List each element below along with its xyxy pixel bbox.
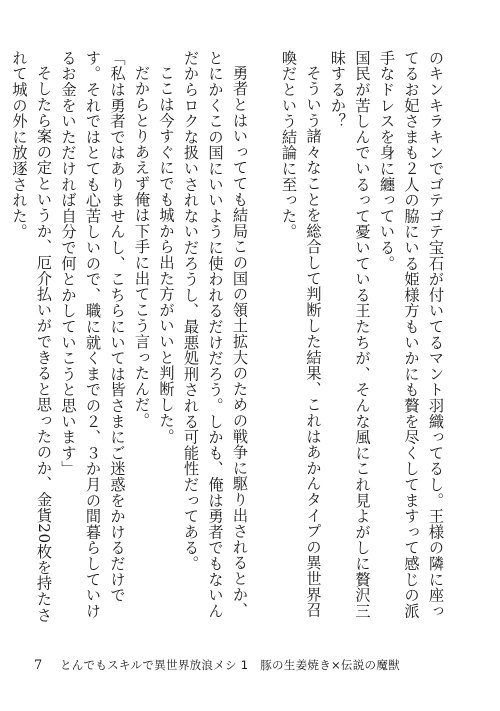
page-number: 7	[34, 658, 43, 673]
paragraph-7: そしたら案の定というか、厄介払いができると思ったのか、金貨20枚を持たされて城の外に放逐された。	[10, 50, 53, 623]
paragraph-1: のキンキラキンでゴテゴテ宝石が付いてるマント羽織ってるし。王様の隣に座ってるお妃さまも２人の脇にいる姫様方もいかにも贅を尽くしてますって感じの派手なドレスを身に纏っている。	[378, 50, 445, 619]
running-head: とんでもスキルで異世界放浪メシ 1 豚の生姜焼き×伝説の魔獣	[59, 658, 400, 672]
blank-line	[252, 50, 277, 630]
paragraph-5: ここは今すぐにでも城から出た方がいいと判断した。	[157, 65, 176, 445]
page-footer	[34, 657, 400, 673]
paragraph-3: そういう諸々なことを総合して判断した結果、これはあかんタイプの異世界召喚だという結論に至った。	[280, 50, 323, 619]
paragraph-4: 勇者とはいってても結局この国の領土拡大のための戦争に駆り出されるとか、とにかくこの国にいいように使われるだけだろう。しかも、俺は勇者でもないんだからロクな扱いされないだろうし、最悪処刑される可能性だってある。	[182, 50, 249, 619]
vertical-text-block	[10, 50, 448, 630]
paragraph-6: だからとりあえず俺は下手に出てこう言ったんだ。	[133, 65, 151, 429]
paragraph-2: 国民が苦しんでいるって憂いている王たちが、そんな風にこれ見よがしに贅沢三昧するか？	[329, 50, 372, 619]
dialogue-paragraph: 「私は勇者ではありませんし、こちらにいては皆さまにご迷惑をかけるだけです。それではとても心苦しいので、職に就くまでの２、３か月の間暮らしていけるお金をいただければ自分で何とかしていこうと思います」	[59, 50, 127, 619]
